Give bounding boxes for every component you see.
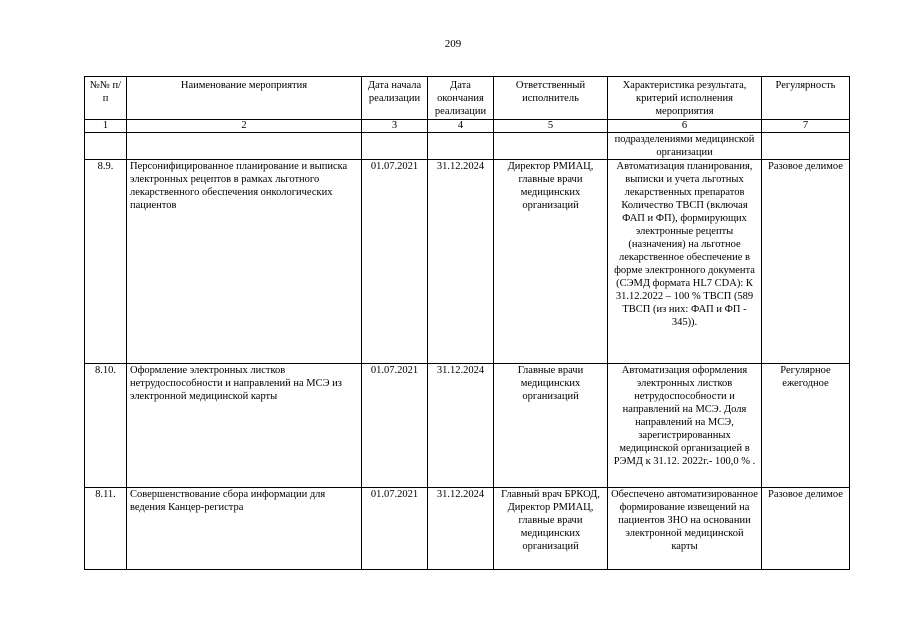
- responsible: Директор РМИАЦ, главные врачи медицинских организаций: [494, 160, 608, 364]
- start-date: 01.07.2021: [362, 488, 428, 570]
- header-responsible: Ответственный исполнитель: [494, 77, 608, 120]
- start-date: 01.07.2021: [362, 364, 428, 488]
- page-number: 209: [444, 38, 462, 50]
- row-number: 8.11.: [85, 488, 127, 570]
- column-index: 2: [127, 120, 362, 133]
- column-index-row: [85, 120, 850, 133]
- end-date: 31.12.2024: [428, 160, 494, 364]
- column-index: 4: [428, 120, 494, 133]
- table-row: [85, 160, 850, 364]
- regularity: Разовое делимое: [762, 488, 850, 570]
- table-row: [85, 488, 850, 570]
- result: Автоматизация планирования, выписки и учета льготных лекарственных препаратов Количество ТВСП (включая ФАП и ФП), формирующих электронные рецепты (назначения) на льготное лекарственное обеспечение в форме электронного документа (СЭМД формата HL7 CDA): К 31.12.2022 – 100 % ТВСП (589 ТВСП (из них: ФАП и ФП - 345)).: [608, 160, 762, 364]
- continuation-row: [85, 133, 850, 160]
- table-row: [85, 364, 850, 488]
- regularity: Разовое делимое: [762, 160, 850, 364]
- row-number: 8.10.: [85, 364, 127, 488]
- result: Автоматизация оформления электронных листков нетрудоспособности и направлений на МСЭ. Доля направлений на МСЭ, зарегистрированных медицинской организацией в РЭМД к 31.12. 2022г.- 100,0 % .: [608, 364, 762, 488]
- header-start-date: Дата начала реализации: [362, 77, 428, 120]
- responsible: Главный врач БРКОД, Директор РМИАЦ, главные врачи медицинских организаций: [494, 488, 608, 570]
- header-activity-name: Наименование мероприятия: [127, 77, 362, 120]
- column-index: 6: [608, 120, 762, 133]
- continuation-result: подразделениями медицинской организации: [608, 133, 762, 160]
- responsible: Главные врачи медицинских организаций: [494, 364, 608, 488]
- regularity: Регулярное ежегодное: [762, 364, 850, 488]
- activity-name: Персонифицированное планирование и выписка электронных рецептов в рамках льготного лекарственного обеспечения онкологических пациентов: [127, 160, 362, 364]
- header-regularity: Регулярность: [762, 77, 850, 120]
- row-number: 8.9.: [85, 160, 127, 364]
- activity-name: Оформление электронных листков нетрудоспособности и направлений на МСЭ из электронной медицинской карты: [127, 364, 362, 488]
- header-number: №№ п/п: [85, 77, 127, 120]
- header-end-date: Дата окончания реализации: [428, 77, 494, 120]
- column-index: 1: [85, 120, 127, 133]
- column-index: 5: [494, 120, 608, 133]
- end-date: 31.12.2024: [428, 488, 494, 570]
- column-index: 7: [762, 120, 850, 133]
- end-date: 31.12.2024: [428, 364, 494, 488]
- table-header-row: [85, 77, 850, 120]
- activity-name: Совершенствование сбора информации для ведения Канцер-регистра: [127, 488, 362, 570]
- column-index: 3: [362, 120, 428, 133]
- result: Обеспечено автоматизированное формирование извещений на пациентов ЗНО на основании электронной медицинской карты: [608, 488, 762, 570]
- header-result: Характеристика результата, критерий исполнения мероприятия: [608, 77, 762, 120]
- activities-table: [84, 76, 850, 570]
- start-date: 01.07.2021: [362, 160, 428, 364]
